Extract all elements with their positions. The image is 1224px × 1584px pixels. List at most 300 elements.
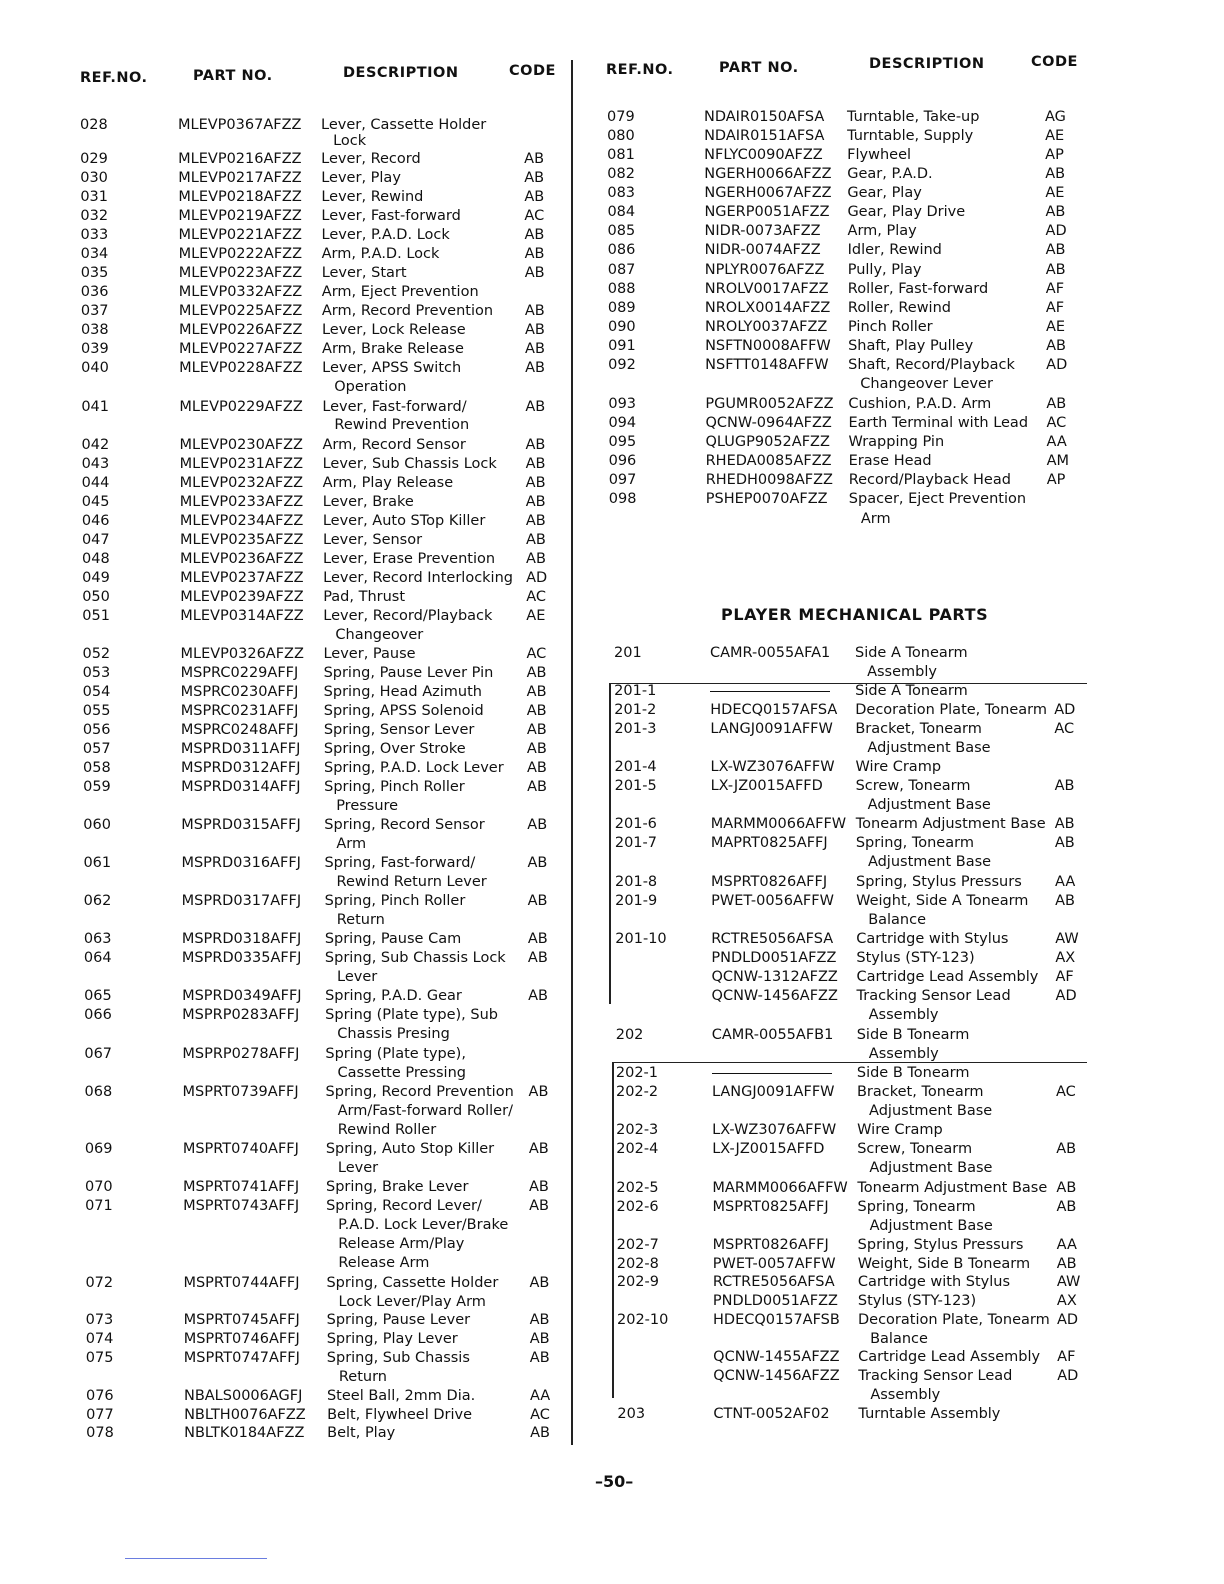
cell-desc: Lock — [333, 133, 367, 149]
cell-ref: 078 — [86, 1425, 114, 1441]
cell-part: MLEVP0236AFZZ — [180, 551, 304, 567]
cell-part: MSPRD0314AFFJ — [181, 779, 301, 795]
cell-ref: 035 — [80, 265, 109, 281]
cell-code: AB — [525, 475, 546, 491]
cell-part: MLEVP0221AFZZ — [178, 227, 302, 243]
left-header-part-no: PART NO. — [193, 68, 273, 84]
cell-ref: 039 — [81, 341, 109, 357]
cell-desc: Side B Tonearm — [856, 1065, 970, 1081]
cell-desc: Spring, Sub Chassis — [326, 1350, 470, 1366]
cell-code: AD — [1057, 1312, 1079, 1328]
cell-ref: 036 — [80, 284, 109, 300]
cell-desc: Spring, Record Lever/ — [326, 1198, 482, 1214]
cell-ref: 072 — [85, 1275, 114, 1291]
cell-part: HDECQ0157AFSA — [710, 702, 838, 718]
cell-desc: Screw, Tonearm — [855, 778, 971, 794]
cell-desc: Turntable Assembly — [858, 1406, 1001, 1422]
cell-code: AA — [1055, 874, 1076, 890]
cell-code: AC — [1055, 1084, 1076, 1100]
cell-code: AC — [1046, 415, 1067, 431]
cell-ref: 096 — [608, 453, 637, 469]
cell-desc: Spacer, Eject Prevention — [848, 491, 1027, 507]
cell-ref: 076 — [85, 1388, 114, 1404]
cell-desc: Adjustment Base — [867, 740, 991, 756]
cell-part: NROLX0014AFZZ — [704, 300, 831, 316]
cell-desc: Earth Terminal with Lead — [848, 415, 1029, 431]
cell-part: MSPRT0740AFFJ — [182, 1141, 299, 1157]
cell-desc: Assembly — [868, 1007, 939, 1023]
cell-desc: Turntable, Take-up — [847, 109, 980, 125]
cell-part: MSPRT0826AFFJ — [711, 874, 828, 890]
cell-desc: Adjustment Base — [869, 1218, 993, 1234]
cell-code: AB — [1056, 1180, 1077, 1196]
cell-ref: 091 — [608, 338, 636, 354]
cell-desc: Stylus (STY-123) — [856, 950, 975, 966]
right-header-part-no: PART NO. — [719, 60, 799, 76]
cell-ref: 040 — [81, 360, 109, 376]
cell-code: AF — [1055, 969, 1074, 985]
cell-part: MSPRD0311AFFJ — [180, 741, 301, 757]
cell-part: MSPRC0230AFFJ — [180, 684, 299, 700]
cell-desc: Tracking Sensor Lead — [856, 988, 1011, 1004]
page-number: –50– — [595, 1472, 634, 1491]
cell-ref: 074 — [85, 1331, 114, 1347]
cell-desc: Spring, Stylus Pressurs — [857, 1237, 1024, 1253]
cell-desc: Record/Playback Head — [848, 472, 1011, 488]
cell-ref: 055 — [82, 703, 111, 719]
cell-ref: 054 — [82, 684, 111, 700]
cell-part: NGERP0051AFZZ — [704, 204, 830, 220]
left-header-ref-no: REF.NO. — [80, 70, 148, 86]
cell-ref: 201-6 — [614, 816, 657, 832]
cell-desc: Arm, Record Sensor — [322, 437, 466, 453]
cell-part: NIDR-0074AFZZ — [704, 242, 821, 258]
cell-code: AC — [524, 208, 545, 224]
cell-ref: 030 — [80, 170, 108, 186]
cell-code: AD — [1045, 223, 1067, 239]
cell-desc: Spring, P.A.D. Lock Lever — [324, 760, 504, 776]
cell-ref: 083 — [607, 185, 636, 201]
cell-code: AB — [528, 988, 548, 1004]
cell-ref: 082 — [607, 166, 635, 182]
cell-desc: Rewind Prevention — [334, 417, 470, 433]
cell-desc: Rewind Return Lever — [336, 874, 487, 890]
cell-desc: Arm — [860, 511, 891, 527]
cell-desc: Spring, Pause Lever Pin — [323, 665, 494, 681]
cell-desc: Spring, Sensor Lever — [323, 722, 475, 738]
cell-code: AW — [1055, 931, 1079, 947]
cell-desc: Spring, Head Azimuth — [323, 684, 482, 700]
cell-ref: 063 — [83, 931, 112, 947]
cell-code: AE — [526, 608, 546, 624]
cell-code: AB — [525, 456, 546, 472]
cell-desc: Spring, Tonearm — [855, 835, 974, 851]
cell-code: AB — [525, 494, 546, 510]
cell-desc: Pressure — [336, 798, 399, 814]
cell-part: MLEVP0218AFZZ — [178, 189, 302, 205]
cell-desc: Lever, Brake — [322, 494, 414, 510]
cell-code: AB — [525, 341, 545, 357]
cell-desc: Gear, Play Drive — [847, 204, 966, 220]
cell-desc: Spring, Pause Lever — [326, 1312, 471, 1328]
cell-desc: Lever, Start — [321, 265, 407, 281]
cell-desc: Bracket, Tonearm — [855, 721, 982, 737]
cell-code: AD — [1054, 702, 1076, 718]
cell-part: CTNT-0052AF02 — [713, 1406, 830, 1422]
cell-ref: 044 — [81, 475, 110, 491]
cell-code: AB — [1056, 1199, 1077, 1215]
cell-ref: 201-2 — [614, 702, 657, 718]
cell-desc: Idler, Rewind — [847, 242, 942, 258]
cell-part: NBLTK0184AFZZ — [184, 1425, 305, 1441]
cell-ref: 056 — [82, 722, 111, 738]
cell-part: MLEVP0228AFZZ — [179, 360, 303, 376]
bottom-rule — [125, 1558, 267, 1559]
cell-part: LX-JZ0015AFFD — [710, 778, 823, 794]
cell-part: RCTRE5056AFSA — [711, 931, 834, 947]
cell-desc: Cushion, P.A.D. Arm — [848, 396, 992, 412]
cell-desc: Side B Tonearm — [856, 1027, 970, 1043]
cell-ref: 046 — [81, 513, 110, 529]
cell-code: AB — [525, 437, 546, 453]
cell-code: AB — [1054, 778, 1075, 794]
right-header-code: CODE — [1031, 54, 1078, 70]
cell-code: AG — [1045, 109, 1066, 125]
cell-code: AB — [528, 1084, 549, 1100]
cell-desc: Spring, Pinch Roller — [324, 893, 466, 909]
cell-part: MSPRD0318AFFJ — [181, 931, 302, 947]
cell-ref: 064 — [83, 950, 112, 966]
cell-part: LX-WZ3076AFFW — [712, 1122, 837, 1138]
cell-ref: 051 — [82, 608, 110, 624]
cell-ref: 097 — [608, 472, 637, 488]
cell-desc: Release Arm/Play — [338, 1236, 465, 1252]
cell-ref: 034 — [80, 246, 109, 262]
cell-desc: Cartridge with Stylus — [856, 931, 1009, 947]
cell-desc: Assembly — [868, 1046, 939, 1062]
cell-desc: Return — [336, 912, 385, 928]
cell-desc: Arm, Play — [847, 223, 917, 239]
cell-code: AB — [530, 1425, 551, 1441]
cell-desc: Erase Head — [848, 453, 932, 469]
cell-code: AD — [1055, 988, 1077, 1004]
cell-ref: 094 — [608, 415, 637, 431]
cell-desc: Changeover — [335, 627, 424, 643]
cell-code: AB — [527, 931, 548, 947]
cell-ref: 028 — [80, 117, 108, 133]
cell-ref: 202-3 — [616, 1122, 659, 1138]
cell-code: AB — [527, 817, 548, 833]
cell-code: AB — [1054, 816, 1075, 832]
cell-desc: Decoration Plate, Tonearm — [855, 702, 1047, 718]
cell-desc: Roller, Fast-forward — [847, 281, 989, 297]
cell-desc: Lever, Lock Release — [321, 322, 466, 338]
cell-code: AB — [526, 665, 547, 681]
cell-part: NROLY0037AFZZ — [704, 319, 828, 335]
cell-desc: Arm, Eject Prevention — [321, 284, 479, 300]
cell-desc: Spring, Over Stroke — [323, 741, 466, 757]
cell-ref: 033 — [80, 227, 109, 243]
cell-part: MSPRT0826AFFJ — [712, 1237, 829, 1253]
cell-part: MLEVP0332AFZZ — [178, 284, 303, 300]
cell-code: AB — [525, 532, 546, 548]
cell-code: AD — [1057, 1368, 1079, 1384]
cell-ref: 047 — [81, 532, 110, 548]
cell-desc: Lever, Erase Prevention — [323, 551, 496, 567]
cell-ref: 052 — [82, 646, 111, 662]
cell-part: HDECQ0157AFSB — [713, 1312, 840, 1328]
cell-ref: 045 — [81, 494, 110, 510]
cell-desc: Spring, Pause Cam — [324, 931, 462, 947]
cell-desc: Wire Cramp — [855, 759, 942, 775]
cell-desc: Lever, Rewind — [321, 189, 424, 205]
group-bracket-202 — [612, 1062, 1087, 1398]
cell-ref: 201-10 — [615, 931, 667, 947]
cell-part: MLEVP0239AFZZ — [180, 589, 304, 605]
cell-ref: 201-9 — [615, 893, 658, 909]
cell-desc: Lever, Fast-forward — [321, 208, 461, 224]
cell-code: AB — [527, 855, 548, 871]
cell-desc: Rewind Roller — [337, 1122, 437, 1138]
cell-part: NROLV0017AFZZ — [704, 281, 829, 297]
cell-desc: Arm — [336, 836, 367, 852]
cell-desc: Spring, Play Lever — [326, 1331, 458, 1347]
cell-desc: Spring, APSS Solenoid — [323, 703, 484, 719]
cell-part: MSPRT0744AFFJ — [183, 1275, 300, 1291]
cell-part: NSFTT0148AFFW — [705, 357, 829, 373]
cell-code: AB — [524, 151, 545, 167]
cell-ref: 032 — [80, 208, 109, 224]
cell-ref: 031 — [80, 189, 109, 205]
cell-desc: Spring, Record Prevention — [325, 1084, 514, 1100]
cell-part: NDAIR0150AFSA — [704, 109, 825, 125]
cell-part: NSFTN0008AFFW — [705, 338, 831, 354]
cell-desc: Lock Lever/Play Arm — [338, 1294, 486, 1310]
cell-part: QCNW-1455AFZZ — [713, 1349, 840, 1365]
cell-desc: Shaft, Play Pulley — [848, 338, 974, 354]
cell-code: AB — [526, 551, 546, 567]
cell-code: AB — [529, 1350, 550, 1366]
cell-ref: 062 — [83, 893, 112, 909]
cell-code: AF — [1057, 1349, 1076, 1365]
cell-ref: 202-1 — [615, 1065, 659, 1081]
cell-desc: Spring, Cassette Holder — [326, 1275, 499, 1291]
cell-ref: 085 — [607, 223, 636, 239]
cell-part: PWET-0057AFFW — [712, 1256, 836, 1272]
cell-part: MLEVP0232AFZZ — [179, 475, 304, 491]
cell-code: AF — [1045, 281, 1065, 297]
cell-part: NPLYR0076AFZZ — [704, 262, 825, 278]
cell-part: MLEVP0219AFZZ — [178, 208, 302, 224]
cell-code: AA — [529, 1388, 551, 1404]
cell-ref: 201-8 — [615, 874, 658, 890]
cell-part: LANGJ0091AFFW — [710, 721, 833, 737]
cell-part: RCTRE5056AFSA — [712, 1274, 835, 1290]
cell-code: AB — [524, 189, 545, 205]
cell-desc: Balance — [868, 912, 927, 928]
cell-ref: 057 — [82, 741, 111, 757]
cell-part: MSPRC0231AFFJ — [180, 703, 299, 719]
cell-desc: Spring, Tonearm — [857, 1199, 976, 1215]
cell-desc: Cartridge with Stylus — [857, 1274, 1011, 1290]
cell-desc: Lever, Pause — [323, 646, 416, 662]
cell-code: AA — [1056, 1237, 1077, 1253]
cell-ref: 037 — [80, 303, 109, 319]
cell-desc: Roller, Rewind — [847, 300, 951, 316]
cell-code: AD — [1046, 357, 1068, 373]
cell-ref: 201-4 — [614, 759, 657, 775]
cell-code: AB — [524, 246, 545, 262]
cell-desc: Lever, Record/Playback — [323, 608, 493, 624]
left-header-description: DESCRIPTION — [343, 65, 459, 81]
cell-code: AE — [1045, 185, 1065, 201]
cell-code: AB — [527, 893, 548, 909]
cell-ref: 060 — [83, 817, 111, 833]
cell-desc: Side A Tonearm — [855, 645, 968, 661]
cell-desc: Adjustment Base — [867, 797, 991, 813]
cell-part: CAMR-0055AFA1 — [710, 645, 831, 661]
cell-desc: Tonearm Adjustment Base — [855, 816, 1046, 832]
cell-part: MLEVP0226AFZZ — [178, 322, 303, 338]
cell-desc: Cassette Pressing — [337, 1065, 466, 1081]
cell-ref: 059 — [83, 779, 111, 795]
cell-desc: Assembly — [870, 1387, 941, 1403]
cell-desc: Chassis Presing — [337, 1026, 450, 1042]
cell-part: PSHEP0070AFZZ — [705, 491, 828, 507]
cell-ref: 201-7 — [614, 835, 657, 851]
cell-part: LANGJ0091AFFW — [711, 1084, 835, 1100]
cell-ref: 080 — [607, 128, 635, 144]
cell-code: AC — [1054, 721, 1075, 737]
cell-ref: 066 — [84, 1007, 112, 1023]
cell-code: AP — [1045, 147, 1064, 163]
cell-part: MSPRT0745AFFJ — [183, 1312, 300, 1328]
cell-desc: Decoration Plate, Tonearm — [858, 1312, 1050, 1328]
cell-code: AB — [524, 303, 545, 319]
cell-desc: Spring, Stylus Pressurs — [856, 874, 1022, 890]
cell-desc: Lever — [337, 1160, 379, 1176]
cell-part: QCNW-1456AFZZ — [711, 988, 838, 1004]
cell-code: AB — [525, 513, 546, 529]
left-header-code: CODE — [509, 63, 556, 79]
cell-code: AB — [525, 399, 546, 415]
cell-ref: 201 — [614, 645, 642, 661]
cell-desc: Spring (Plate type), Sub — [325, 1007, 498, 1023]
right-header-ref-no: REF.NO. — [606, 62, 674, 78]
cell-desc: Stylus (STY-123) — [857, 1293, 977, 1309]
cell-desc: Spring (Plate type), — [325, 1046, 466, 1062]
cell-part: MLEVP0367AFZZ — [178, 117, 302, 133]
cell-code: AF — [1045, 300, 1065, 316]
cell-desc: Shaft, Record/Playback — [848, 357, 1015, 373]
cell-part: MLEVP0235AFZZ — [179, 532, 304, 548]
cell-part: MLEVP0217AFZZ — [178, 170, 302, 186]
cell-ref: 202-5 — [616, 1180, 659, 1196]
cell-ref: 087 — [607, 262, 636, 278]
cell-desc: Lever — [337, 969, 378, 985]
cell-part: MARMM0066AFFW — [712, 1180, 848, 1196]
cell-desc: Assembly — [867, 664, 937, 680]
cell-desc: Wrapping Pin — [848, 434, 945, 450]
cell-part: MLEVP0233AFZZ — [179, 494, 304, 510]
cell-code: AB — [526, 684, 547, 700]
cell-code: AC — [526, 589, 546, 605]
cell-code: AB — [1054, 835, 1075, 851]
cell-code: AB — [525, 360, 546, 376]
cell-part: NDAIR0151AFSA — [704, 128, 825, 144]
cell-ref: 093 — [608, 396, 637, 412]
cell-part: MLEVP0225AFZZ — [178, 303, 303, 319]
cell-code: AP — [1046, 472, 1066, 488]
cell-desc: Pinch Roller — [847, 319, 933, 335]
cell-ref: 053 — [82, 665, 111, 681]
cell-part: MSPRC0229AFFJ — [180, 665, 299, 681]
cell-ref: 092 — [608, 357, 636, 373]
cell-code: AB — [529, 1312, 550, 1328]
cell-desc: Lever, P.A.D. Lock — [321, 227, 450, 243]
cell-desc: Bracket, Tonearm — [856, 1084, 984, 1100]
cell-part: MSPRD0317AFFJ — [181, 893, 302, 909]
cell-desc: Adjustment Base — [869, 1103, 993, 1119]
cell-desc: Arm/Fast-forward Roller/ — [337, 1103, 513, 1119]
cell-desc: Operation — [334, 379, 407, 395]
cell-part: MSPRT0747AFFJ — [183, 1350, 300, 1366]
cell-part: CAMR-0055AFB1 — [711, 1027, 834, 1043]
cell-ref: 067 — [84, 1046, 113, 1062]
cell-code: AB — [1055, 893, 1075, 909]
cell-part: MARMM0066AFFW — [710, 816, 847, 832]
cell-desc: Lever, Play — [321, 170, 401, 186]
right-header-description: DESCRIPTION — [869, 56, 985, 72]
cell-desc: Pully, Play — [847, 262, 922, 278]
cell-desc: Weight, Side B Tonearm — [857, 1256, 1031, 1272]
cell-ref: 048 — [82, 551, 110, 567]
cell-code: AE — [1045, 319, 1066, 335]
cell-code: AB — [524, 227, 545, 243]
cell-ref: 065 — [84, 988, 112, 1004]
cell-part: MSPRP0283AFFJ — [182, 1007, 300, 1023]
cell-desc: Arm, P.A.D. Lock — [321, 246, 440, 262]
cell-code: AB — [1045, 204, 1066, 220]
cell-code: AC — [530, 1407, 550, 1423]
cell-code: AB — [528, 1141, 549, 1157]
cell-code: AB — [527, 760, 547, 776]
cell-code: AB — [1045, 166, 1066, 182]
cell-ref: 202-4 — [616, 1141, 659, 1157]
cell-part: PNDLD0051AFZZ — [711, 950, 837, 966]
cell-ref: 202-9 — [616, 1274, 659, 1290]
cell-part: MSPRC0248AFFJ — [180, 722, 299, 738]
column-divider — [571, 60, 573, 1445]
cell-desc: Spring, Fast-forward/ — [324, 855, 476, 871]
cell-part: RHEDH0098AFZZ — [705, 472, 833, 488]
cell-desc: Side A Tonearm — [855, 683, 968, 699]
cell-desc: Adjustment Base — [869, 1160, 993, 1176]
cell-desc: Cartridge Lead Assembly — [856, 969, 1039, 985]
cell-part: MLEVP0314AFZZ — [180, 608, 304, 624]
cell-desc: Lever, Record — [321, 151, 421, 167]
cell-part: MAPRT0825AFFJ — [710, 835, 828, 851]
cell-desc: Spring, P.A.D. Gear — [325, 988, 462, 1004]
cell-code: AB — [1046, 396, 1067, 412]
cell-ref: 202 — [615, 1027, 644, 1043]
cell-code: AB — [1056, 1256, 1077, 1272]
cell-code: AB — [529, 1198, 549, 1214]
cell-ref: 202-8 — [616, 1256, 659, 1272]
cell-desc: Balance — [870, 1331, 928, 1347]
cell-ref: 090 — [607, 319, 636, 335]
cell-part: PGUMR0052AFZZ — [705, 396, 834, 412]
